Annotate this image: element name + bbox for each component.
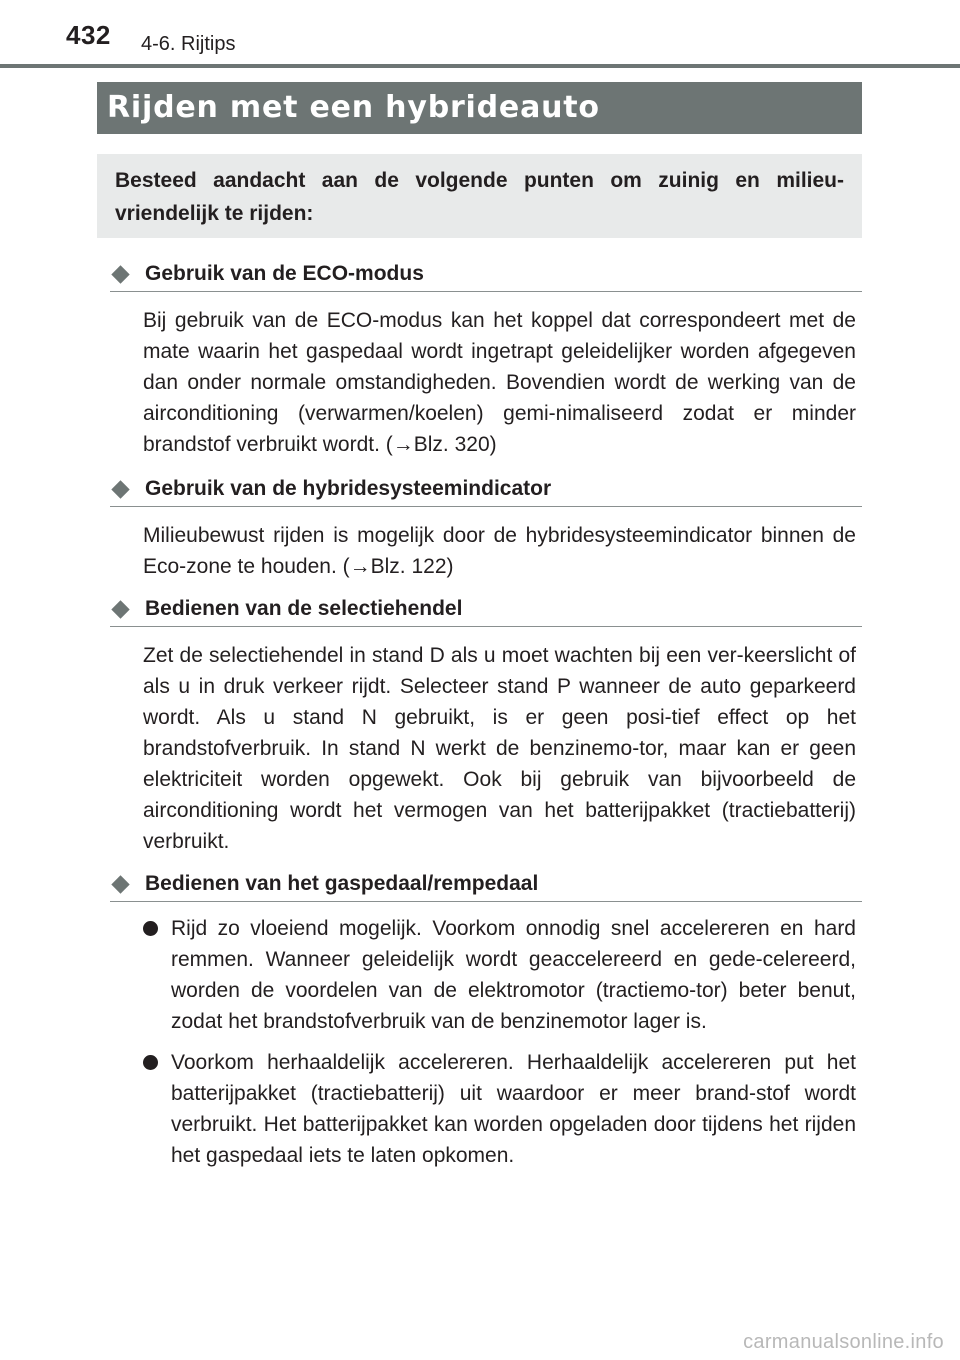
section-body: Milieubewust rijden is mogelijk door de hybridesysteemindicator binnen de Eco-zone te houden. (→Blz. 122) [143,524,856,578]
heading-rule [110,506,862,507]
list-item-text: Rijd zo vloeiend mogelijk. Voorkom onnodig snel accelereren en hard remmen. Wanneer geleidelijk wordt geaccelereerd en gede-celereerd, worden de voordelen van de elektromotor (tractiemo-tor) beter benut, zodat het brandstofverbruik van de benzinemotor lager is. [171,917,856,1033]
diamond-icon [111,600,129,618]
section-heading-text: Bedienen van het gaspedaal/rempedaal [145,872,539,895]
diamond-icon [111,875,129,893]
intro-text: Besteed aandacht aan de volgende punten om zuinig en milieu-vriendelijk te rijden: [115,169,844,225]
diamond-icon [111,480,129,498]
section-eco-mode [110,261,862,460]
section-heading [110,261,862,293]
section-body: Zet de selectiehendel in stand D als u moet wachten bij een ver-keerslicht of als u in druk verkeer rijdt. Selecteer stand P wanneer de auto geparkeerd wordt. Als u stand N gebruikt, is er geen posi-tief effect op het brandstofverbruik. In stand N werkt de benzinemo-tor, maar kan er geen elektriciteit worden opgewekt. Ook bij gebruik van bijvoorbeeld de airconditioning wordt het vermogen van het batterijpakket (tractiebatterij) verbruikt. [143,644,856,853]
list-item-text: Voorkom herhaaldelijk accelereren. Herhaaldelijk accelereren put het batterijpakket (tractiebatterij) uit waardoor er meer brand-stof wordt verbruikt. Het batterijpakket kan worden opgeladen door tijdens het rijden het gaspedaal iets te laten opkomen. [171,1051,856,1167]
list-item [143,1047,856,1171]
section-heading [110,871,862,903]
heading-rule [110,291,862,292]
bullet-dot-icon [143,921,158,936]
section-heading-text: Bedienen van de selectiehendel [145,597,463,620]
bullet-dot-icon [143,1055,158,1070]
section-pedals [110,871,862,1171]
page-number: 432 [66,20,111,50]
section-heading-text: Gebruik van de hybridesysteemindicator [145,477,552,500]
header-rule [0,64,960,68]
section-body: Bij gebruik van de ECO-modus kan het koppel dat correspondeert met de mate waarin het gaspedaal wordt ingetrapt geleidelijker worden afgegeven dan onder normale omstandigheden. Bovendien wordt de werking van de airconditioning (verwarmen/koelen) gemi-nimaliseerd zodat er minder brandstof verbruikt wordt. (→Blz. 320) [143,309,856,456]
section-heading [110,596,862,628]
watermark: carmanualsonline.info [743,1331,944,1353]
diamond-icon [111,265,129,283]
page-header [0,0,960,70]
section-heading-text: Gebruik van de ECO-modus [145,262,424,285]
section-reference: 4-6. Rijtips [141,33,236,55]
section-heading [110,476,862,508]
list-item [143,913,856,1037]
section-shift-lever [110,596,862,857]
heading-rule [110,901,862,902]
section-hybrid-indicator [110,476,862,582]
page-title: Rijden met een hybrideauto [97,82,862,134]
heading-rule [110,626,862,627]
intro-box [97,154,862,238]
